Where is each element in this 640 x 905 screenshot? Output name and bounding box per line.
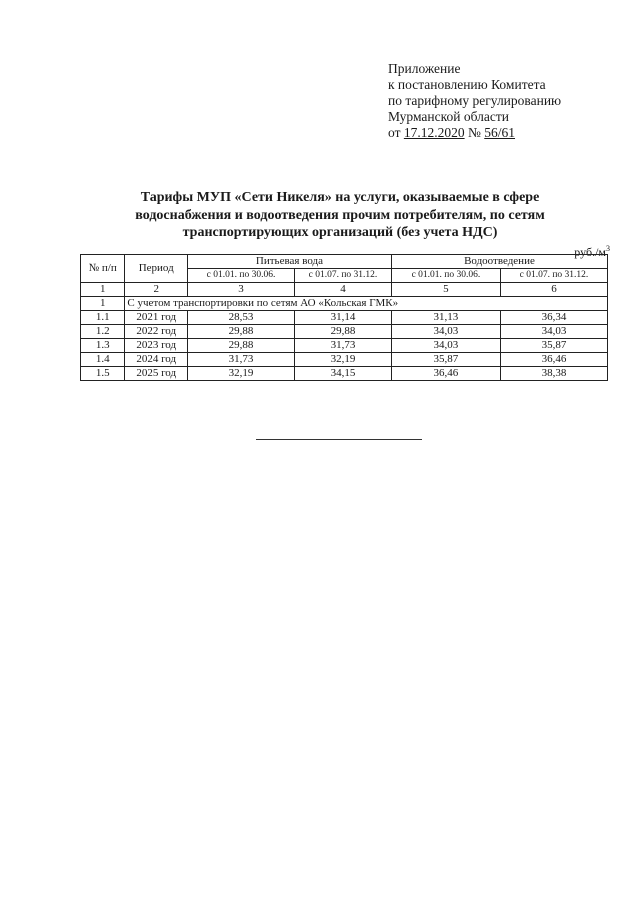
header-water-h2: с 01.07. по 31.12.: [295, 269, 392, 283]
title-line-3: транспортирующих организаций (без учета НДС): [182, 225, 498, 240]
row-water-h1: 32,19: [188, 367, 295, 381]
row-water-h2: 34,15: [295, 367, 392, 381]
col-number-3: 3: [188, 283, 295, 297]
row-sewer-h1: 34,03: [391, 325, 500, 339]
row-num: 1.3: [81, 339, 125, 353]
row-num: 1.4: [81, 353, 125, 367]
row-sewer-h1: 34,03: [391, 339, 500, 353]
tariff-table: [80, 254, 608, 381]
row-sewer-h2: 34,03: [500, 325, 607, 339]
col-number-4: 4: [295, 283, 392, 297]
header-num: № п/п: [81, 255, 125, 283]
annex-date: 17.12.2020: [403, 125, 465, 140]
row-sewer-h1: 35,87: [391, 353, 500, 367]
row-sewer-h2: 38,38: [500, 367, 607, 381]
annex-date-prefix: от: [388, 125, 404, 140]
row-period: 2025 год: [125, 367, 188, 381]
row-water-h1: 31,73: [188, 353, 295, 367]
title-line-2: водоснабжения и водоотведения прочим потребителям, по сетям: [135, 207, 545, 223]
col-number-5: 5: [391, 283, 500, 297]
table-row: [81, 353, 608, 367]
header-sewer-h2: с 01.07. по 31.12.: [500, 269, 607, 283]
row-period: 2022 год: [125, 325, 188, 339]
header-row-1: [81, 255, 608, 269]
unit-power: 3: [606, 244, 610, 253]
row-water-h1: 28,53: [188, 311, 295, 325]
unit-text: руб./м: [574, 245, 606, 259]
annex-line-3: по тарифному регулированию: [388, 93, 562, 108]
column-number-row: [81, 283, 608, 297]
section-label: С учетом транспортировки по сетям АО «Кольская ГМК»: [125, 297, 608, 311]
row-num: 1.5: [81, 367, 125, 381]
section-row: [81, 297, 608, 311]
annex-line-2: к постановлению Комитета: [388, 77, 546, 92]
header-period: Период: [125, 255, 188, 283]
row-water-h1: 29,88: [188, 339, 295, 353]
row-water-h2: 31,73: [295, 339, 392, 353]
row-water-h2: 32,19: [295, 353, 392, 367]
header-sewer: Водоотведение: [391, 255, 607, 269]
closing-rule: [256, 439, 422, 440]
col-number-6: 6: [500, 283, 607, 297]
document-title: [90, 189, 590, 242]
row-sewer-h2: 35,87: [500, 339, 607, 353]
annex-date-line: [388, 125, 561, 141]
section-num: 1: [81, 297, 125, 311]
col-number-2: 2: [125, 283, 188, 297]
row-period: 2024 год: [125, 353, 188, 367]
annex-header: [388, 61, 561, 141]
row-num: 1.1: [81, 311, 125, 325]
row-sewer-h2: 36,34: [500, 311, 607, 325]
col-number-1: 1: [81, 283, 125, 297]
row-sewer-h1: 31,13: [391, 311, 500, 325]
row-water-h2: 31,14: [295, 311, 392, 325]
row-sewer-h2: 36,46: [500, 353, 607, 367]
header-water-h1: с 01.01. по 30.06.: [188, 269, 295, 283]
row-period: 2021 год: [125, 311, 188, 325]
annex-number: 56/61: [484, 125, 516, 140]
row-period: 2023 год: [125, 339, 188, 353]
annex-line-1: Приложение: [388, 61, 461, 76]
header-water: Питьевая вода: [188, 255, 392, 269]
row-water-h2: 29,88: [295, 325, 392, 339]
row-num: 1.2: [81, 325, 125, 339]
table-row: [81, 311, 608, 325]
table-row: [81, 325, 608, 339]
annex-number-prefix: №: [464, 125, 485, 140]
row-sewer-h1: 36,46: [391, 367, 500, 381]
title-line-1: Тарифы МУП «Сети Никеля» на услуги, оказываемые в сфере: [140, 190, 540, 205]
annex-line-4: Мурманской области: [388, 109, 509, 124]
table-row: [81, 367, 608, 381]
row-water-h1: 29,88: [188, 325, 295, 339]
table-row: [81, 339, 608, 353]
header-sewer-h1: с 01.01. по 30.06.: [391, 269, 500, 283]
